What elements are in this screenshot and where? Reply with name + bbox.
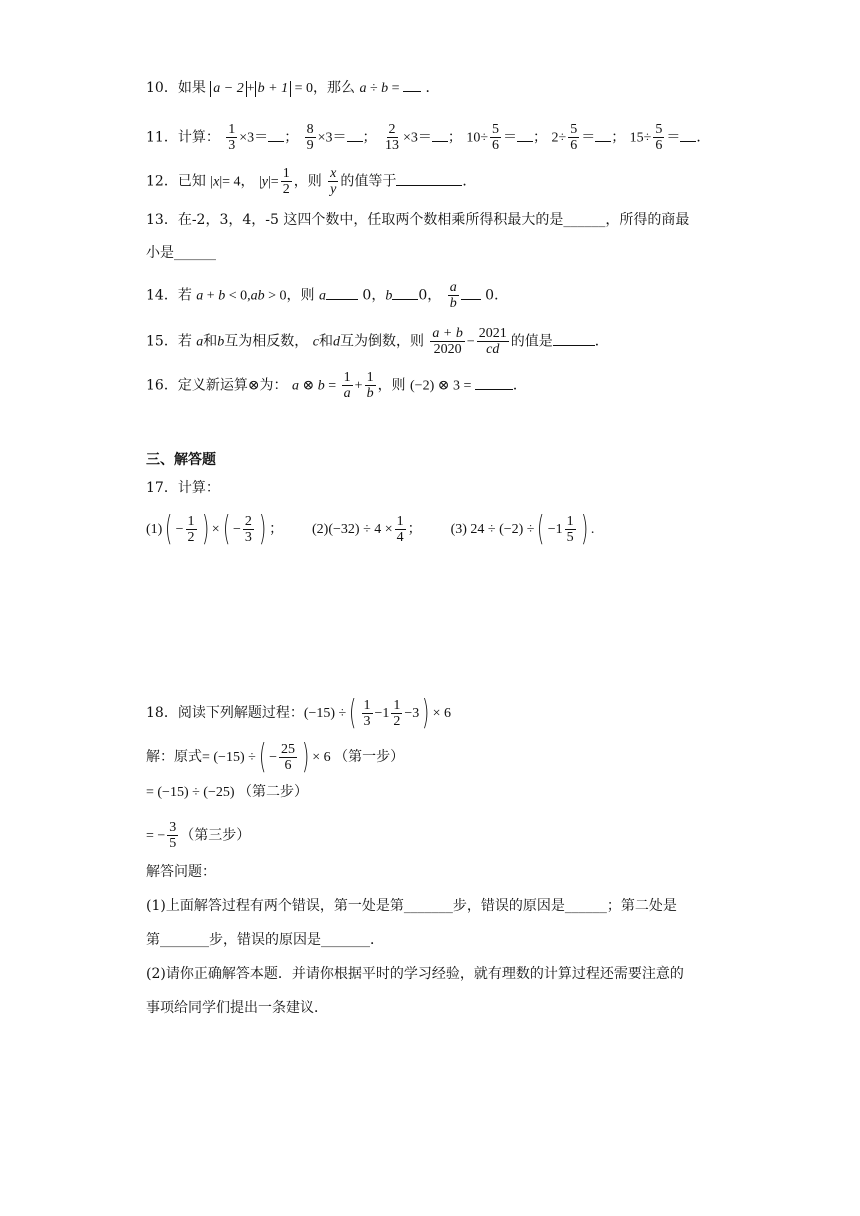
answer-blank[interactable] — [517, 141, 533, 142]
question-13-line1: 13．在-2，3，4，-5 这四个数中，任取两个数相乘所得积最大的是______，所得的商最 — [146, 212, 690, 228]
answer-blank[interactable] — [392, 299, 418, 300]
section-heading: 三、解答题 — [146, 452, 216, 468]
question-10: 10．如果 a − 2 + b + 1 = 0，那么 a ÷ b = ． — [146, 80, 440, 96]
answer-blank[interactable] — [595, 141, 611, 142]
question-11: 11．计算： $\frac{1}{3}$ ×3＝ ； $\frac{8}{9}$ ×3＝ ； $\frac{2}{13}$ ×3＝ ； 10÷ $\frac{5}{6}$ ＝ ； 2÷ $\frac{5}{6}$ ＝ ； 15÷ $\frac{5}{6}$ ＝ ． — [146, 122, 711, 153]
answer-blank[interactable] — [680, 141, 696, 142]
question-17-parts: (1)( − $\frac{1}{2}$ ) ×( − $\frac{2}{3}$ ) ； (2)(−32) ÷ 4 × $\frac{1}{4}$ ； (3) 24 ÷ (−2) ÷( −1 $\frac{1}{5}$ ) . — [146, 509, 595, 549]
question-13-line2: 小是______ — [146, 245, 216, 261]
question-15: 15．若 a和b互为相反数， c和d互为倒数，则 $\frac{a + b}{2020}$ − $\frac{2021}{cd}$ 的值是 ． — [146, 326, 609, 357]
question-18-ask: 解答问题： — [146, 864, 216, 880]
question-18-head: 18．阅读下列解题过程：(−15) ÷( $\frac{1}{3}$ −1 $\frac{1}{2}$ −3) × 6 — [146, 693, 451, 733]
answer-blank[interactable] — [461, 299, 481, 300]
solution-step-1: 解：原式= (−15) ÷( − $\frac{25}{6}$ ) × 6 （第一步） — [146, 737, 405, 777]
question-18-part1-line1: (1)上面解答过程有两个错误，第一处是第_______步，错误的原因是______；第二处是 — [146, 898, 677, 914]
math: a − 2 — [210, 81, 246, 97]
question-16: 16．定义新运算⊗为： a ⊗ b = $\frac{1}{a}$ + $\frac{1}{b}$ ，则 (−2) ⊗ 3 = ． — [146, 370, 527, 401]
answer-blank[interactable] — [396, 185, 462, 186]
question-18-part2-line2: 事项给同学们提出一条建议． — [146, 1000, 328, 1016]
answer-blank[interactable] — [553, 345, 595, 346]
question-12: 12．已知 |x|= 4， |y|= $\frac{1}{2}$ ，则 $\frac{x}{y}$ 的值等于 ． — [146, 166, 477, 197]
answer-blank[interactable] — [326, 299, 358, 300]
solution-step-3: = − $\frac{3}{5}$ （第三步） — [146, 820, 251, 851]
solution-step-2: = (−15) ÷ (−25) （第二步） — [146, 784, 309, 800]
question-14: 14．若 a + b < 0,ab > 0，则 a 0，b 0， $\frac{a}{b}$ 0． — [146, 280, 509, 311]
question-18-part1-line2: 第_______步，错误的原因是_______． — [146, 932, 384, 948]
answer-blank[interactable] — [403, 91, 421, 92]
answer-blank[interactable] — [268, 141, 284, 142]
answer-blank[interactable] — [432, 141, 448, 142]
answer-blank[interactable] — [347, 141, 363, 142]
question-17-head: 17．计算： — [146, 480, 220, 496]
answer-blank[interactable] — [475, 389, 513, 390]
question-18-part2-line1: (2)请你正确解答本题．并请你根据平时的学习经验，就有理数的计算过程还需要注意的 — [146, 966, 684, 982]
